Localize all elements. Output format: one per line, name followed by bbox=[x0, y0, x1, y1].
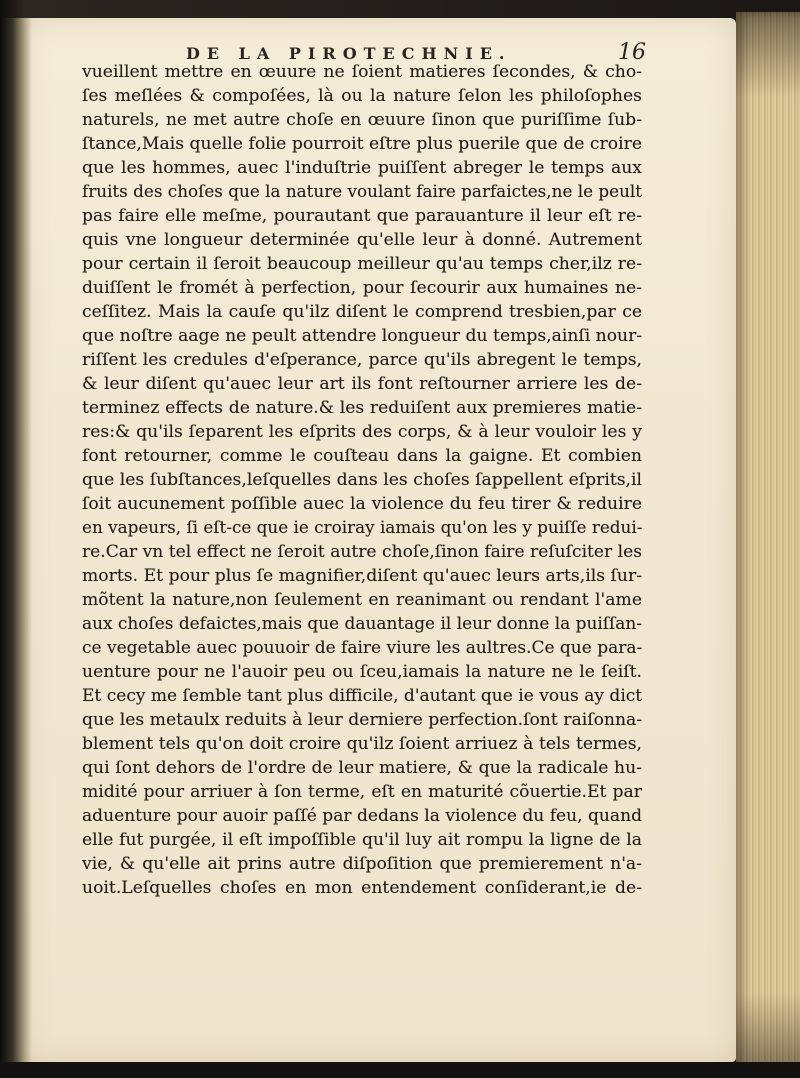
text-line: Et cecy me ſemble tant plus difficile, d'autant que ie vous ay dict bbox=[82, 686, 643, 706]
page-gutter-shadow bbox=[0, 18, 32, 1062]
scanner-bottom-edge bbox=[0, 1062, 800, 1078]
text-line: ſtance,Mais quelle folie pourroit eſtre plus puerile que de croire bbox=[82, 134, 642, 154]
body-text bbox=[82, 60, 642, 900]
text-line: blement tels qu'on doit croire qu'ilz ſoient arriuez à tels termes, bbox=[82, 734, 642, 754]
running-title: DE LA PIROTECHNIE. bbox=[186, 44, 512, 63]
text-line: vueillent mettre en œuure ne ſoient matieres ſecondes, & cho- bbox=[82, 62, 642, 82]
text-line: & leur diſent qu'auec leur art ils font reſtourner arriere les de- bbox=[82, 374, 642, 394]
text-line: uenture pour ne l'auoir peu ou ſceu,iamais la nature ne le ſeiſt. bbox=[82, 662, 642, 682]
text-line: vie, & qu'elle ait prins autre diſpoſition que premierement n'a- bbox=[82, 854, 642, 874]
text-line: ceſſitez. Mais la cauſe qu'ilz diſent le comprend tresbien,par ce bbox=[82, 302, 642, 322]
text-line: res:& qu'ils ſeparent les eſprits des corps, & à leur vouloir les y bbox=[82, 422, 642, 442]
text-line: midité pour arriuer à ſon terme, eſt en maturité cõuertie.Et par bbox=[82, 782, 642, 802]
text-line: terminez effects de nature.& les reduiſent aux premieres matie- bbox=[82, 398, 642, 418]
text-line: morts. Et pour plus ſe magnifier,diſent qu'auec leurs arts,ils ſur- bbox=[82, 566, 642, 586]
text-line: pas faire elle meſme, pourautant que parauanture il leur eſt re- bbox=[82, 206, 642, 226]
text-line: aduenture pour auoir paſſé par dedans la violence du feu, quand bbox=[82, 806, 642, 826]
text-line: naturels, ne met autre choſe en œuure ſinon que puriſſime ſub- bbox=[82, 110, 642, 130]
text-line: pour certain il ſeroit beaucoup meilleur qu'au temps cher,ilz re- bbox=[82, 254, 642, 274]
text-line: ſoit aucunement poſſible auec la violence du feu tirer & reduire bbox=[82, 494, 642, 514]
page-number: 16 bbox=[618, 40, 646, 65]
text-line: mõtent la nature,non ſeulement en reanimant ou rendant l'ame bbox=[82, 590, 642, 610]
text-line: aux choſes defaictes,mais que dauantage il leur donne la puiſſan- bbox=[82, 614, 643, 634]
text-line: duiſſent le fromét à perfection, pour ſecourir aux humaines ne- bbox=[82, 278, 642, 298]
text-line: que les hommes, auec l'induſtrie puiſſent abreger le temps aux bbox=[82, 158, 642, 178]
text-line: re.Car vn tel effect ne ſeroit autre choſe,ſinon faire reſuſciter les bbox=[82, 542, 643, 562]
text-line: en vapeurs, ſi eſt-ce que ie croiray iamais qu'on les y puiſſe redui- bbox=[82, 518, 643, 538]
text-line: qui ſont dehors de l'ordre de leur matiere, & que la radicale hu- bbox=[82, 758, 642, 778]
text-line: quis vne longueur determinée qu'elle leur à donné. Autrement bbox=[82, 230, 642, 250]
text-line: fruits des choſes que la nature voulant faire parfaictes,ne le peult bbox=[82, 182, 643, 202]
text-line: riſſent les credules d'eſperance, parce qu'ils abregent le temps, bbox=[82, 350, 642, 370]
text-line: font retourner, comme le couſteau dans la gaigne. Et combien bbox=[82, 446, 642, 466]
page-edges bbox=[736, 12, 800, 1078]
text-line: que les ſubſtances,leſquelles dans les choſes ſappellent eſprits,il bbox=[82, 470, 642, 490]
text-line: que noſtre aage ne peult attendre longueur du temps,ainſi nour- bbox=[82, 326, 643, 346]
text-line: que les metaulx reduits à leur derniere perfection.ſont raiſonna- bbox=[82, 710, 643, 730]
text-line: uoit.Leſquelles choſes en mon entendement conſiderant,ie de- bbox=[82, 878, 642, 898]
text-line: elle fut purgée, il eſt impoſſible qu'il luy ait rompu la ligne de la bbox=[82, 830, 642, 850]
text-line: ſes meſlées & compoſées, là ou la nature ſelon les philoſophes bbox=[82, 86, 642, 106]
text-line: ce vegetable auec pouuoir de faire viure les aultres.Ce que para- bbox=[82, 638, 643, 658]
